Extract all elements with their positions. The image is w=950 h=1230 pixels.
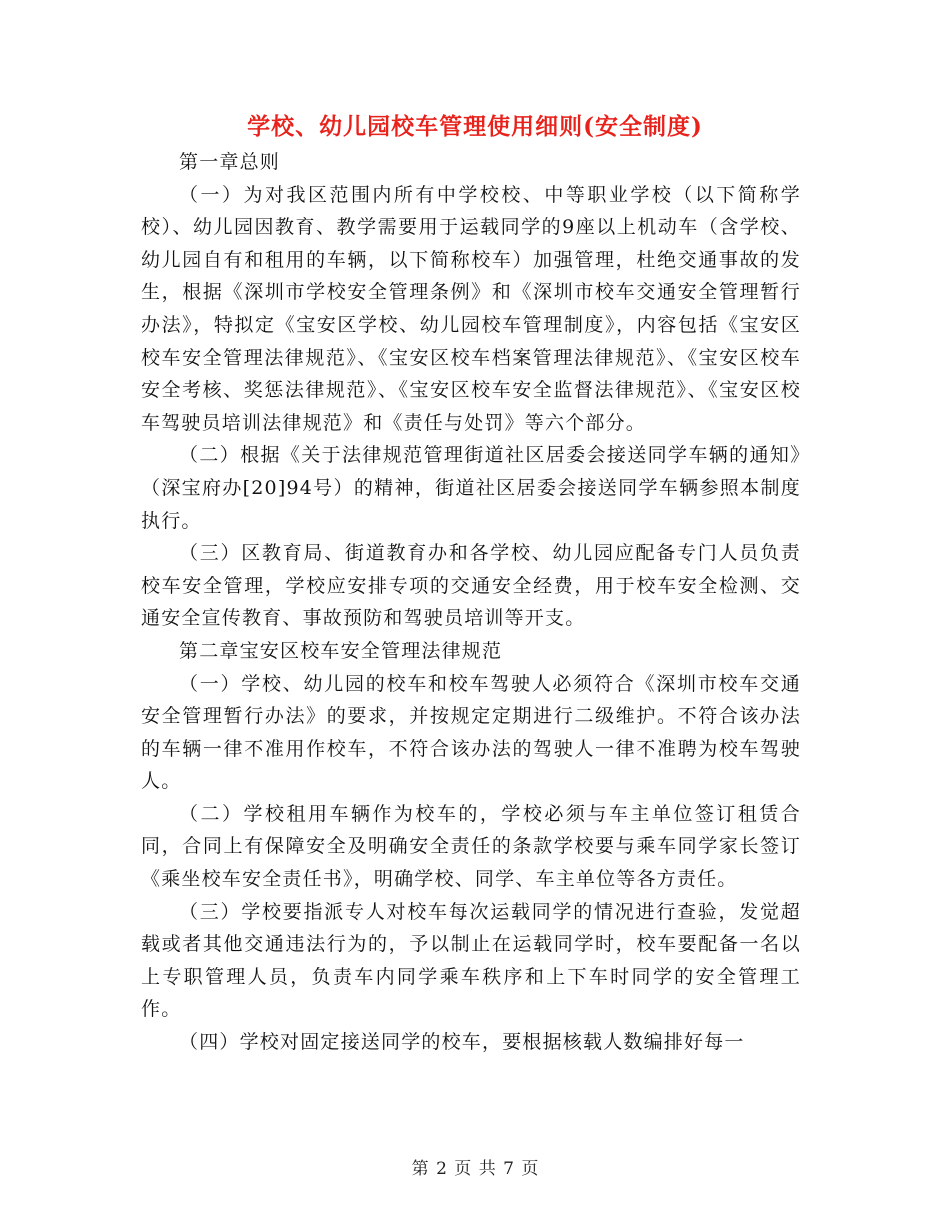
document-body (141, 146, 801, 1059)
footer-total-pages: 7 (503, 1159, 514, 1179)
paragraph: （三）学校要指派专人对校车每次运载同学的情况进行查验，发觉超载或者其他交通违法行为的，予以制止在运载同学时，校车要配备一名以上专职管理人员，负责车内同学乘车秩序和上下车时同学的安全管理工作。 (141, 900, 801, 1021)
footer-total-word: 共 (478, 1159, 496, 1179)
paragraph: （四）学校对固定接送同学的校车，要根据核载人数编排好每一 (179, 1031, 745, 1054)
paragraph: （一）学校、幼儿园的校车和校车驾驶人必须符合《深圳市校车交通安全管理暂行办法》的要求，并按规定定期进行二级维护。不符合该办法的车辆一律不准用作校车，不符合该办法的驾驶人一律不准聘为校车驾驶人。 (141, 672, 801, 793)
paragraph: （一）为对我区范围内所有中学校校、中等职业学校（以下简称学校）、幼儿园因教育、教学需要用于运载同学的9座以上机动车（含学校、幼儿园自有和租用的车辆，以下简称校车）加强管理，杜绝交通事故的发生，根据《深圳市学校安全管理条例》和《深圳市校车交通安全管理暂行办法》，特拟定《宝安区学校、幼儿园校车管理制度》，内容包括《宝安区校车安全管理法律规范》、《宝安区校车档案管理法律规范》、《宝安区校车安全考核、奖惩法律规范》、《宝安区校车安全监督法律规范》、《宝安区校车驾驶员培训法律规范》和《责任与处罚》等六个部分。 (141, 183, 801, 434)
document-title: 学校、幼儿园校车管理使用细则(安全制度) (247, 113, 703, 140)
footer-suffix: 页 (521, 1159, 539, 1179)
paragraph: （二）根据《关于法律规范管理街道社区居委会接送同学车辆的通知》（深宝府办[20]94号）的精神，街道社区居委会接送同学车辆参照本制度执行。 (141, 444, 801, 532)
chapter-heading: 第二章宝安区校车安全管理法律规范 (179, 639, 503, 662)
paragraph: （二）学校租用车辆作为校车的，学校必须与车主单位签订租赁合同，合同上有保障安全及明确安全责任的条款学校要与乘车同学家长签订《乘坐校车安全责任书》，明确学校、同学、车主单位等各方责任。 (141, 802, 801, 891)
chapter-heading: 第一章总则 (179, 151, 281, 173)
footer-prefix: 第 (411, 1159, 429, 1179)
paragraph: （三）区教育局、街道教育办和各学校、幼儿园应配备专门人员负责校车安全管理，学校应安排专项的交通安全经费，用于校车安全检测、交通安全宣传教育、事故预防和驾驶员培训等开支。 (141, 542, 801, 630)
page-footer (0, 1154, 950, 1179)
footer-current-page: 2 (436, 1159, 447, 1179)
footer-page-word: 页 (454, 1159, 472, 1179)
